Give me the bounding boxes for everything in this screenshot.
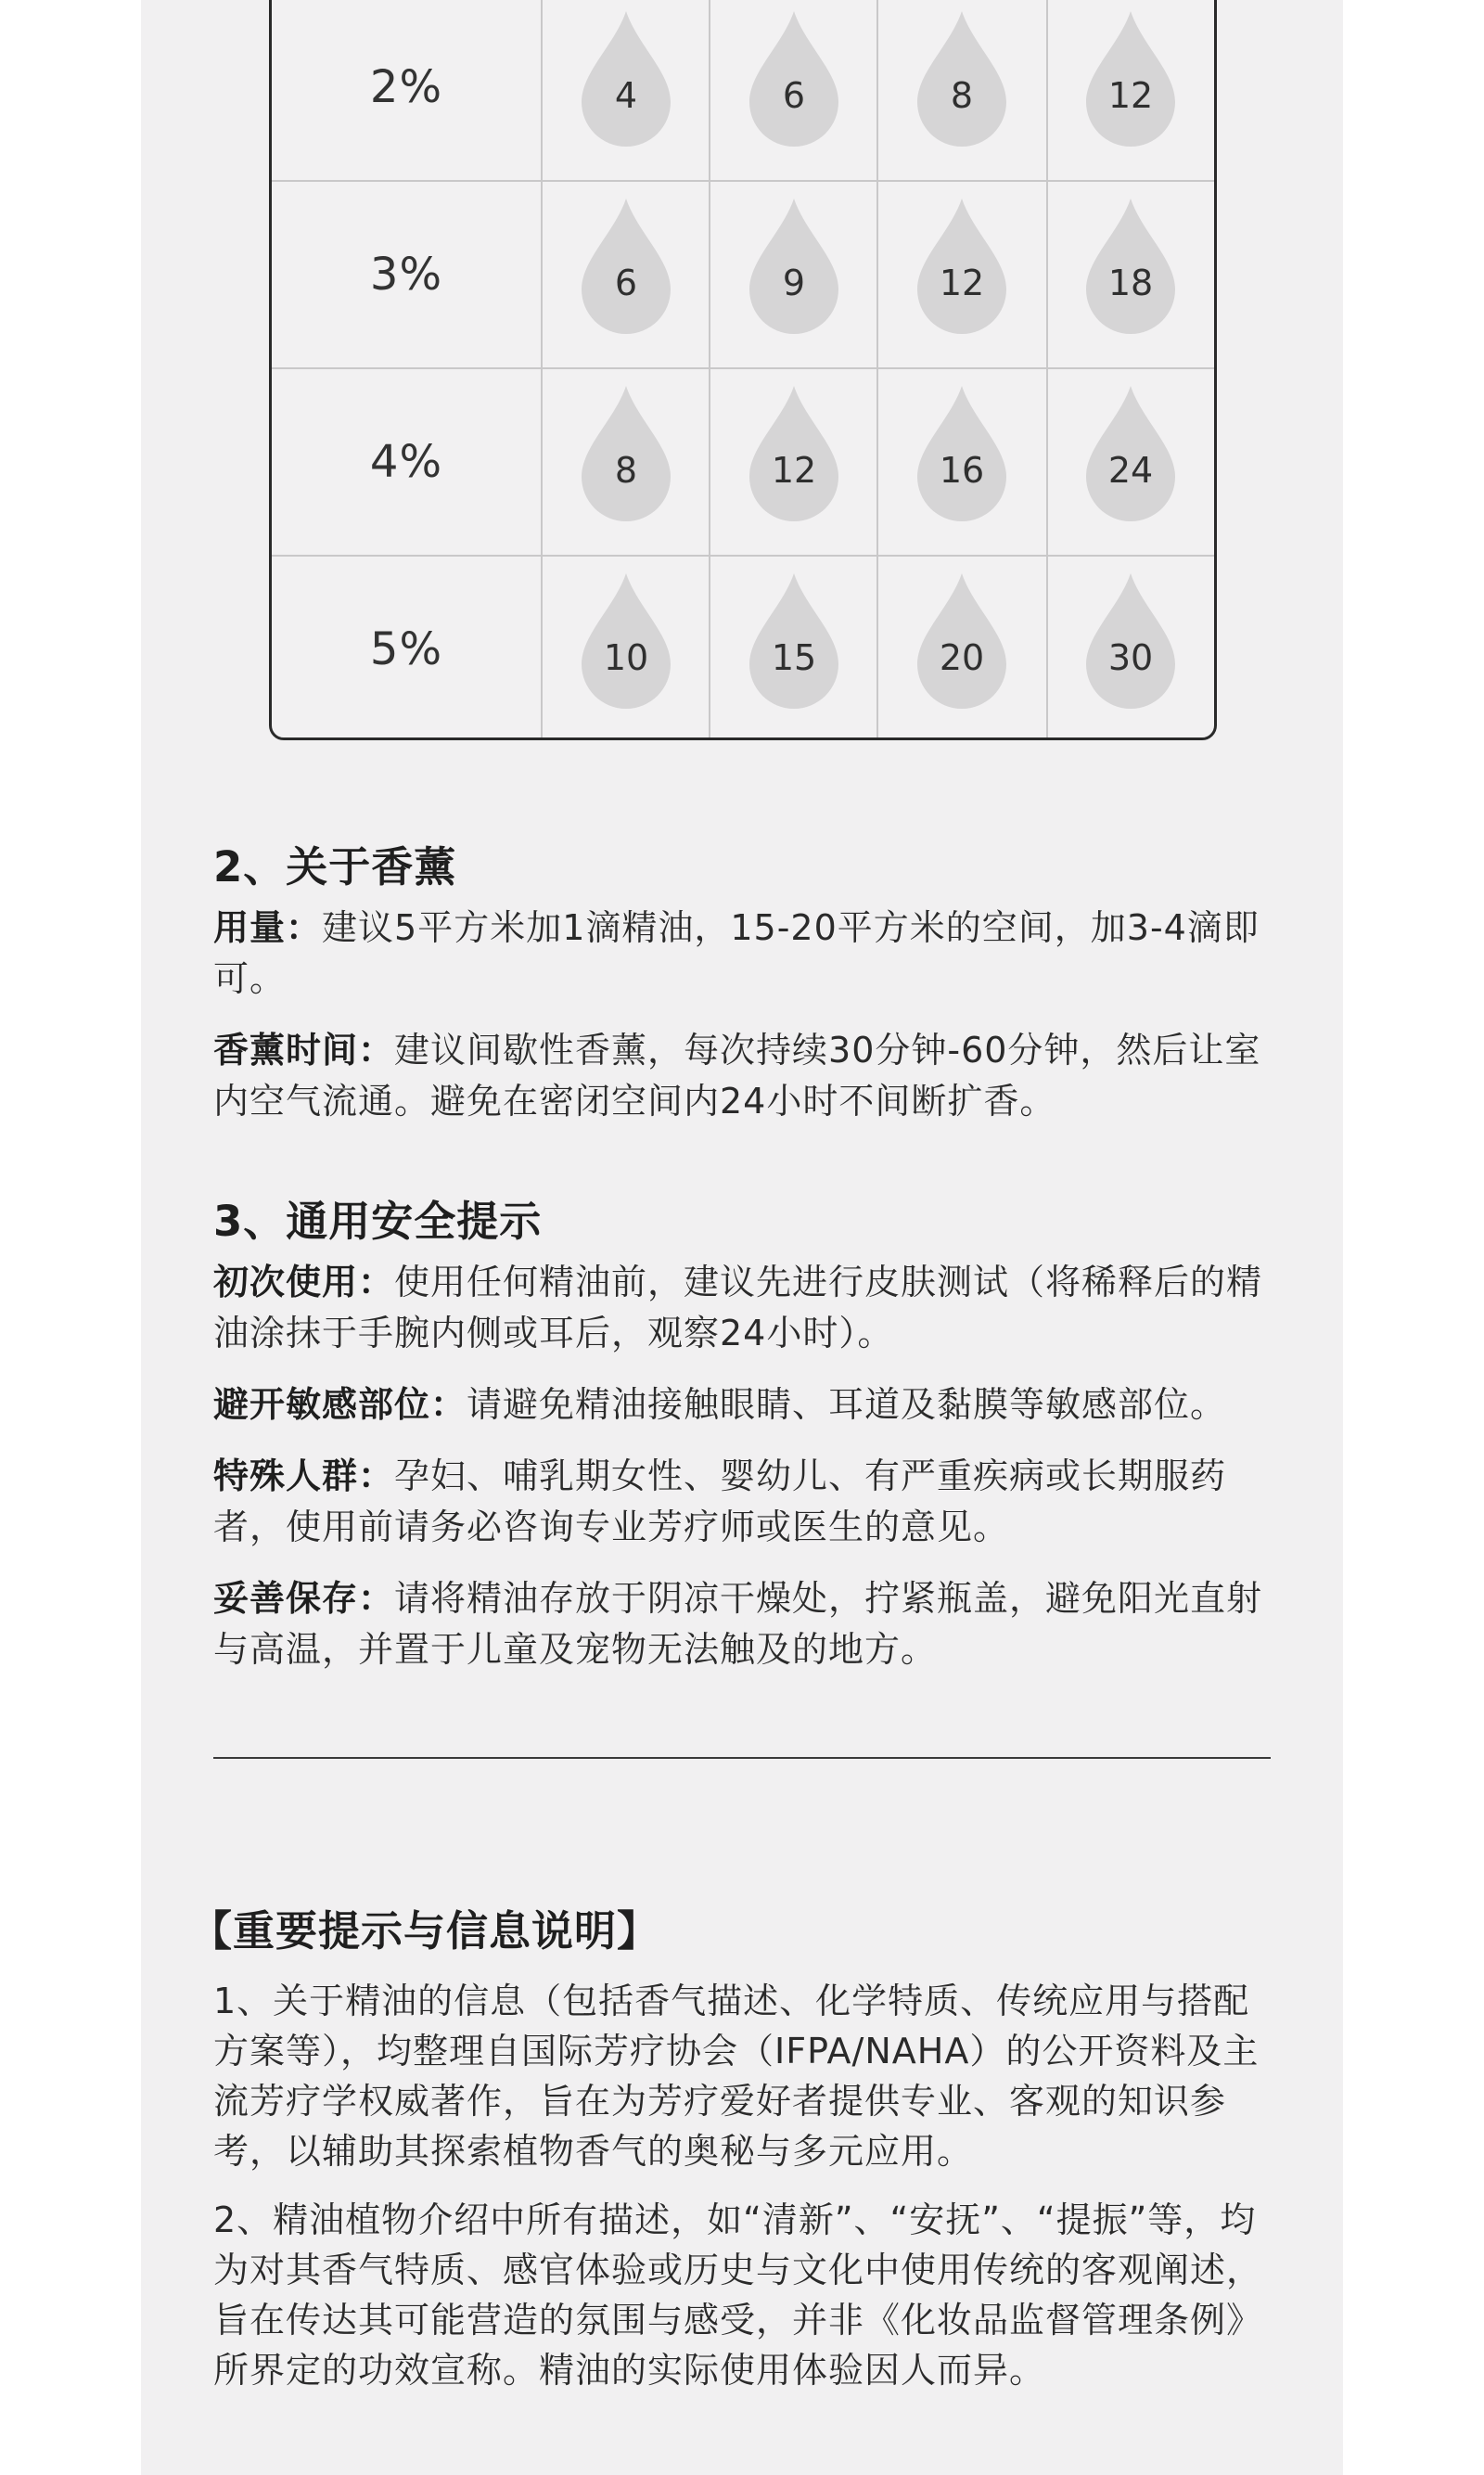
safety-item-text: 使用任何精油前，建议先进行皮肤测试（将稀释后的精油涂抹于手腕内侧或耳后，观察24小时）。 (213, 1262, 1263, 1353)
drop-count: 4 (614, 75, 638, 116)
safety-item-label: 初次使用： (213, 1262, 395, 1302)
safety-section (213, 1187, 1289, 1696)
safety-item (213, 1451, 1289, 1553)
drop-count: 9 (782, 263, 806, 303)
concentration-label: 5% (369, 623, 443, 675)
time-label: 香薰时间： (213, 1030, 395, 1071)
safety-item (213, 1573, 1289, 1675)
safety-item-text: 请避免精油接触眼睛、耳道及黏膜等敏感部位。 (467, 1384, 1227, 1425)
notice-body (213, 1976, 1280, 2414)
safety-item (213, 1257, 1289, 1359)
safety-item-text: 请将精油存放于阴凉干燥处，拧紧瓶盖，避免阳光直射与高温，并置于儿童及宠物无法触及的地方。 (213, 1578, 1263, 1670)
drop-count: 10 (603, 637, 649, 678)
drop-cell (543, 181, 710, 368)
drop-cell (710, 556, 877, 740)
dilution-table (269, 0, 1217, 740)
concentration-label: 2% (369, 61, 443, 113)
drop-count: 8 (950, 75, 974, 116)
safety-item-label: 妥善保存： (213, 1578, 395, 1619)
drop-cell (878, 0, 1045, 181)
dosage-label: 用量： (213, 907, 323, 948)
drop-count: 8 (614, 450, 638, 491)
drop-cell (1047, 368, 1214, 556)
drop-cell (543, 556, 710, 740)
notice-paragraph: 2、精油植物介绍中所有描述，如“清新”、“安抚”、“提振”等，均为对其香气特质、感官体验或历史与文化中使用传统的客观阐述，旨在传达其可能营造的氛围与感受，并非《化妆品监督管理条例》所界定的功效宣称。精油的实际使用体验因人而异。 (213, 2199, 1263, 2391)
drop-count: 6 (782, 75, 806, 116)
concentration-label: 4% (369, 436, 443, 488)
table-row (272, 0, 1214, 181)
drop-cell (710, 0, 877, 181)
drop-cell (1047, 0, 1214, 181)
safety-item (213, 1379, 1289, 1430)
drop-count: 12 (939, 263, 985, 303)
table-row (272, 368, 1214, 556)
concentration-label: 3% (369, 249, 443, 301)
drop-count: 18 (1107, 263, 1154, 303)
table-row (272, 556, 1214, 740)
drop-cell (878, 368, 1045, 556)
dosage-paragraph (213, 903, 1289, 1005)
drop-cell (878, 181, 1045, 368)
notice-paragraph: 1、关于精油的信息（包括香气描述、化学特质、传统应用与搭配方案等），均整理自国际芳疗协会（IFPA/NAHA）的公开资料及主流芳疗学权威著作，旨在为芳疗爱好者提供专业、客观的知识参考，以辅助其探索植物香气的奥秘与多元应用。 (213, 1981, 1260, 2172)
safety-item-text: 孕妇、哺乳期女性、婴幼儿、有严重疾病或长期服药者，使用前请务必咨询专业芳疗师或医生的意见。 (213, 1456, 1227, 1547)
drop-count: 16 (939, 450, 985, 491)
drop-cell (543, 0, 710, 181)
drop-cell (878, 556, 1045, 740)
section-divider (213, 1757, 1271, 1759)
drop-count: 30 (1107, 637, 1154, 678)
drop-cell (1047, 556, 1214, 740)
section-title: 2、关于香薰 (213, 842, 457, 891)
drop-count: 6 (614, 263, 638, 303)
drop-count: 12 (1107, 75, 1154, 116)
drop-count: 20 (939, 637, 985, 678)
drop-count: 24 (1107, 450, 1154, 491)
safety-item-label: 避开敏感部位： (213, 1384, 467, 1425)
dosage-text: 建议5平方米加1滴精油，15-20平方米的空间，加3-4滴即可。 (213, 907, 1260, 999)
drop-cell (710, 368, 877, 556)
drop-count: 15 (771, 637, 817, 678)
section-title: 3、通用安全提示 (213, 1197, 543, 1246)
safety-item-label: 特殊人群： (213, 1456, 395, 1496)
aroma-section (213, 833, 1289, 1148)
drop-cell (710, 181, 877, 368)
time-paragraph (213, 1025, 1289, 1127)
drop-cell (1047, 181, 1214, 368)
time-text: 建议间歇性香薰，每次持续30分钟-60分钟，然后让室内空气流通。避免在密闭空间内24小时不间断扩香。 (213, 1030, 1261, 1122)
drop-count: 12 (771, 450, 817, 491)
notice-title: 【重要提示与信息说明】 (190, 1906, 660, 1956)
table-row (272, 181, 1214, 368)
drop-cell (543, 368, 710, 556)
